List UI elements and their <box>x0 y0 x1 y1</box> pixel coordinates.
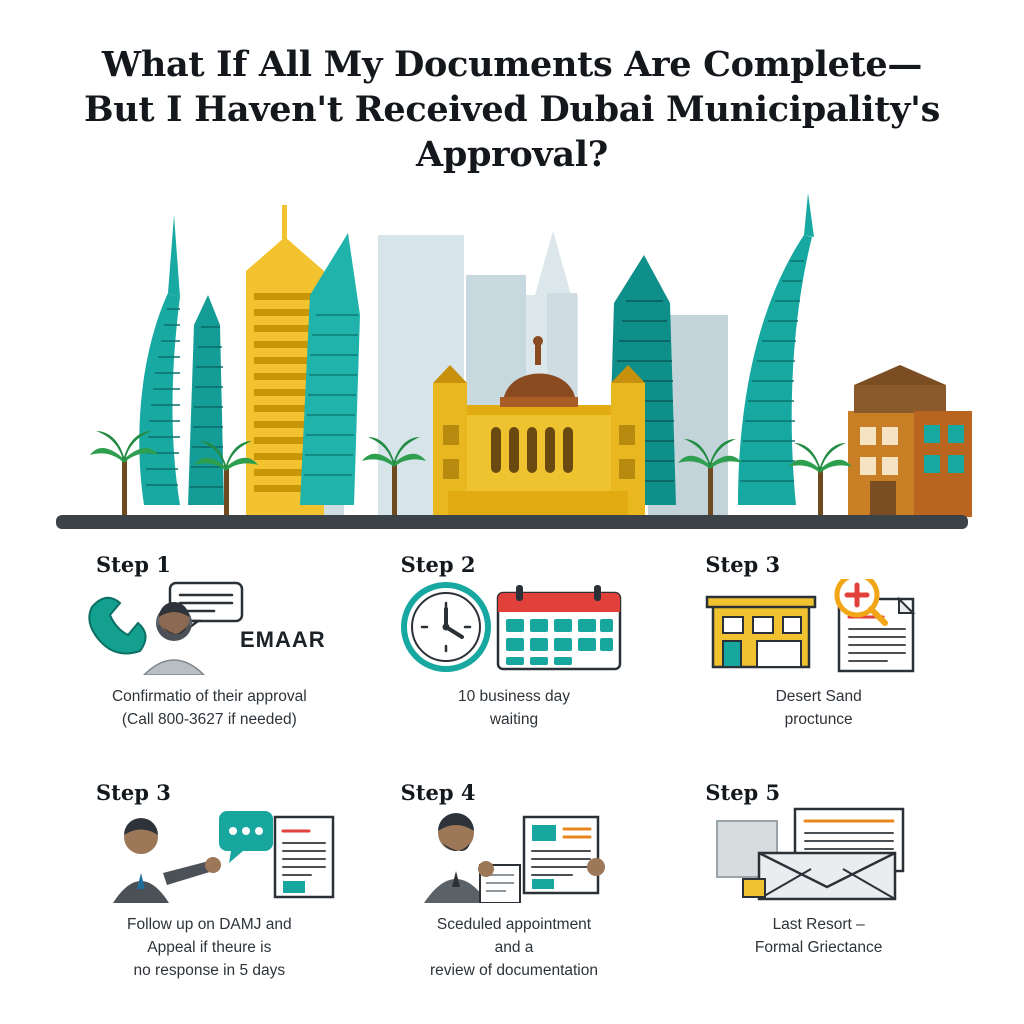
step-caption <box>373 913 656 982</box>
caption-line: Desert Sand <box>775 688 862 705</box>
step-caption <box>68 913 351 982</box>
svg-text:EMAAR: EMAAR <box>240 627 326 652</box>
steps-grid <box>60 552 968 1008</box>
caption-line: (Call 800-3627 if needed) <box>121 711 297 728</box>
caption-line: waiting <box>489 711 539 728</box>
appointment-documents-icon <box>373 807 656 903</box>
step-label: Step 4 <box>400 780 476 805</box>
step-label: Step 2 <box>400 552 476 577</box>
building-inspection-icon <box>677 579 960 675</box>
step-label: Step 3 <box>96 780 171 805</box>
follow-up-chat-icon <box>68 807 351 903</box>
caption-line: review of documentation <box>429 962 598 979</box>
caption-line: Formal Griectance <box>754 939 883 956</box>
caption-line: proctunce <box>784 711 853 728</box>
caption-line: Confirmatio of their approval <box>111 688 307 705</box>
page-title <box>60 42 964 177</box>
step-caption <box>68 685 351 731</box>
caption-line: Sceduled appointment <box>436 916 592 933</box>
caption-line: and a <box>494 939 534 956</box>
step-card-3 <box>669 552 968 780</box>
step-label: Step 5 <box>705 780 781 805</box>
clock-calendar-icon <box>373 579 656 675</box>
step-caption <box>677 685 960 731</box>
step-caption <box>373 685 656 731</box>
title-line-2: But I Haven't Received Dubai Municipality's <box>83 89 941 130</box>
step-card-5 <box>365 780 664 1008</box>
step-card-1 <box>60 552 359 780</box>
step-card-6 <box>669 780 968 1008</box>
step-label: Step 3 <box>705 552 781 577</box>
caption-line: Last Resort – <box>772 916 865 933</box>
caption-line: 10 business day <box>457 688 570 705</box>
phone-call-icon <box>68 579 351 675</box>
caption-line: Follow up on DAMJ and <box>127 916 292 933</box>
dubai-skyline-illustration <box>48 175 976 535</box>
caption-line: Appeal if theure is <box>147 939 272 956</box>
caption-line: no response in 5 days <box>133 962 286 979</box>
step-card-4 <box>60 780 359 1008</box>
step-caption <box>677 913 960 959</box>
step-label: Step 1 <box>96 552 171 577</box>
title-line-3: Approval? <box>415 134 608 175</box>
title-line-1: What If All My Documents Are Complete— <box>101 44 923 85</box>
envelope-letter-icon <box>677 807 960 903</box>
step-card-2 <box>365 552 664 780</box>
